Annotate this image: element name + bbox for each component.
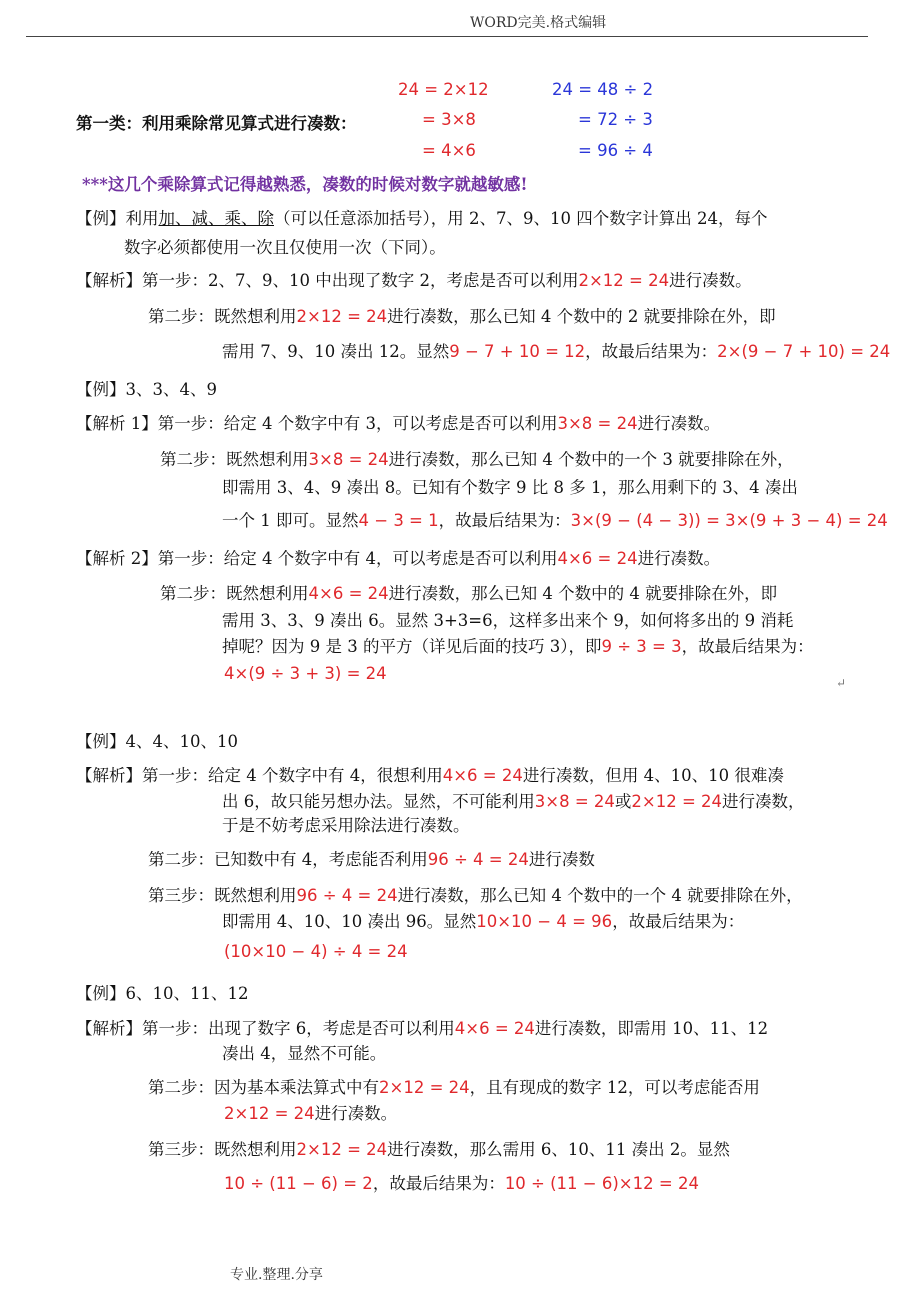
ex4-step3-cont: [224, 1170, 699, 1194]
step-label: 第二步：: [160, 450, 226, 469]
formula-result: 3×(9 − (4 − 3)) = 3×(9 + 3 − 4) = 24: [570, 511, 888, 530]
ex4-step1-cont: 凑出 4，显然不可能。: [222, 1044, 387, 1063]
op-add: 加: [158, 209, 175, 228]
ex4-step1: [76, 1015, 768, 1039]
return-mark: ↵: [836, 676, 847, 690]
step-label: 第二步：: [148, 850, 214, 869]
step-text: ，且有现成的数字 12，可以考虑能否用: [469, 1078, 760, 1097]
step-text: 需用 7、9、10 凑出 12。显然: [222, 342, 450, 361]
step-text: 进行凑数。: [669, 271, 752, 290]
op-div: 除: [257, 209, 274, 228]
formula-result: 10 ÷ (11 − 6)×12 = 24: [504, 1174, 699, 1193]
formula: 2×12 = 24: [296, 307, 388, 326]
step-text: 2、7、9、10 中出现了数字 2，考虑是否可以利用: [208, 271, 579, 290]
step-label: 第二步：: [148, 1078, 214, 1097]
ex1-step2-cont: [222, 338, 890, 362]
ex2-a2-step2: [160, 580, 777, 604]
formula: 3×8 = 24: [557, 414, 638, 433]
header-divider: [26, 36, 868, 37]
step-text: 既然想利用: [226, 584, 309, 603]
step-text: 出现了数字 6，考虑是否可以利用: [208, 1019, 455, 1038]
step-label: 【解析】第一步：: [76, 271, 208, 290]
formula: 4×6 = 24: [454, 1019, 535, 1038]
ex4-step2-cont: [224, 1100, 397, 1124]
op-sep-2: 、: [208, 209, 225, 228]
ex3-step1-cont: [222, 788, 805, 812]
step-text: 给定 4 个数字中有 3，可以考虑是否可以利用: [223, 414, 558, 433]
page-header: WORD完美.格式编辑: [470, 15, 607, 31]
formula-mul-3: = 4×6: [422, 141, 476, 160]
ex1-step1: [76, 267, 752, 291]
ex3-step3: [148, 882, 803, 906]
formula-mul-1: 24 = 2×12: [398, 80, 489, 99]
formula: 4×6 = 24: [442, 766, 523, 785]
step-text: ，故最后结果为：: [438, 511, 571, 530]
op-sub: 减: [191, 209, 208, 228]
step-text: 既然想利用: [226, 450, 309, 469]
formula-div-3: = 96 ÷ 4: [578, 141, 653, 160]
formula: 2×12 = 24: [224, 1104, 315, 1123]
step-text: 进行凑数，那么需用 6、10、11 凑出 2。显然: [387, 1140, 730, 1159]
step-text: 进行凑数，那么已知 4 个数中的 4 就要排除在外，即: [388, 584, 778, 603]
ex2-a2-step1: [76, 545, 720, 569]
formula: 2×12 = 24: [379, 1078, 470, 1097]
step-text: 一个 1 即可。显然: [222, 511, 359, 530]
step-text: 进行凑数，那么已知 4 个数中的一个 4 就要排除在外，: [397, 886, 803, 905]
step-text: 进行凑数，: [722, 792, 805, 811]
ex4-step2: [148, 1074, 760, 1098]
step-text: 进行凑数。: [314, 1104, 398, 1123]
step-text: 进行凑数，那么已知 4 个数中的 2 就要排除在外，即: [387, 307, 776, 326]
ex2-a1-step2-cont2: [222, 507, 888, 531]
formula: 96 ÷ 4 = 24: [427, 850, 529, 869]
ex2-a2-step2-cont2: [222, 633, 814, 657]
page-footer: 专业.整理.分享: [230, 1267, 323, 1283]
ex1-line2: 数字必须都使用一次且仅使用一次（下同）。: [124, 238, 446, 257]
formula-div-2: = 72 ÷ 3: [578, 110, 653, 129]
ex2-a2-result: 4×(9 ÷ 3 + 3) = 24: [224, 664, 387, 683]
step-text: 进行凑数。: [637, 414, 721, 433]
step-text: ，故最后结果为：: [681, 637, 814, 656]
step-text: ，故最后结果为：: [612, 912, 745, 931]
ex3-result: (10×10 − 4) ÷ 4 = 24: [224, 942, 408, 961]
step-text: ，故最后结果为：: [585, 342, 718, 361]
ex1-line1: [76, 205, 767, 229]
formula: 2×12 = 24: [296, 1140, 388, 1159]
op-sep-1: 、: [175, 209, 192, 228]
step-text: 进行凑数。: [637, 549, 721, 568]
formula: 2×12 = 24: [578, 271, 670, 290]
ex4-step3: [148, 1136, 730, 1160]
step-text: 进行凑数，即需用 10、11、12: [534, 1019, 769, 1038]
ex1-rest: （可以任意添加括号），用 2、7、9、10 四个数字计算出 24，每个: [274, 209, 768, 228]
formula: 9 − 7 + 10 = 12: [449, 342, 586, 361]
step-text: 掉呢？因为 9 是 3 的平方（详见后面的技巧 3），即: [222, 637, 602, 656]
step-text: 已知数中有 4，考虑能否利用: [214, 850, 428, 869]
step-text: 因为基本乘法算式中有: [214, 1078, 379, 1097]
ex2-a1-step1: [76, 410, 720, 434]
ex2-title: 【例】3、3、4、9: [76, 380, 217, 399]
ex3-step2: [148, 846, 595, 870]
step-label: 【解析】第一步：: [76, 766, 208, 785]
ex3-step3-cont: [222, 908, 744, 932]
step-text: 进行凑数，但用 4、10、10 很难凑: [522, 766, 784, 785]
step-label: 第三步：: [148, 886, 214, 905]
step-text: 给定 4 个数字中有 4，可以考虑是否可以利用: [223, 549, 558, 568]
formula: 96 ÷ 4 = 24: [296, 886, 398, 905]
category-title: 第一类：利用乘除常见算式进行凑数：: [76, 114, 357, 133]
step-label: 【解析 2】第一步：: [76, 549, 224, 568]
ex3-title: 【例】4、4、10、10: [76, 732, 238, 751]
ex2-a2-step2-cont: 需用 3、3、9 凑出 6。显然 3+3=6，这样多出来个 9，如何将多出的 9 消耗: [222, 611, 794, 630]
formula-div-1: 24 = 48 ÷ 2: [552, 80, 654, 99]
formula: 9 ÷ 3 = 3: [601, 637, 682, 656]
step-text: 既然想利用: [214, 1140, 297, 1159]
formula: 3×8 = 24: [534, 792, 615, 811]
formula: 2×12 = 24: [631, 792, 723, 811]
formula: 4×6 = 24: [557, 549, 638, 568]
formula: 4×6 = 24: [308, 584, 389, 603]
formula-mul-2: = 3×8: [422, 110, 476, 129]
formula: 4 − 3 = 1: [358, 511, 439, 530]
ex2-a1-step2: [160, 446, 794, 470]
step-text: 即需用 4、10、10 凑出 96。显然: [222, 912, 477, 931]
formula: 10×10 − 4 = 96: [476, 912, 613, 931]
ex4-title: 【例】6、10、11、12: [76, 984, 249, 1003]
step-label: 【解析 1】第一步：: [76, 414, 224, 433]
op-sep-3: 、: [241, 209, 258, 228]
ex3-step1-cont2: 于是不妨考虑采用除法进行凑数。: [222, 816, 470, 835]
ex1-intro: 【例】利用: [76, 209, 159, 228]
tip-line: ***这几个乘除算式记得越熟悉，凑数的时候对数字就越敏感!: [82, 175, 528, 194]
op-mul: 乘: [224, 209, 241, 228]
step-text: ，故最后结果为：: [372, 1174, 505, 1193]
step-label: 第二步：: [148, 307, 214, 326]
step-text: 进行凑数: [528, 850, 595, 869]
ex1-step2: [148, 303, 776, 327]
step-text: 或: [614, 792, 632, 811]
step-text: 出 6，故只能另想办法。显然，不可能利用: [222, 792, 535, 811]
step-label: 第二步：: [160, 584, 226, 603]
formula: 10 ÷ (11 − 6) = 2: [224, 1174, 373, 1193]
step-text: 既然想利用: [214, 307, 297, 326]
step-text: 既然想利用: [214, 886, 297, 905]
formula-result: 2×(9 − 7 + 10) = 24: [717, 342, 891, 361]
step-label: 第三步：: [148, 1140, 214, 1159]
step-label: 【解析】第一步：: [76, 1019, 208, 1038]
formula: 3×8 = 24: [308, 450, 389, 469]
step-text: 进行凑数，那么已知 4 个数中的一个 3 就要排除在外，: [388, 450, 794, 469]
ex2-a1-step2-cont: 即需用 3、4、9 凑出 8。已知有个数字 9 比 8 多 1，那么用剩下的 3、4 凑出: [222, 478, 798, 497]
ex3-step1: [76, 762, 784, 786]
step-text: 给定 4 个数字中有 4，很想利用: [208, 766, 443, 785]
